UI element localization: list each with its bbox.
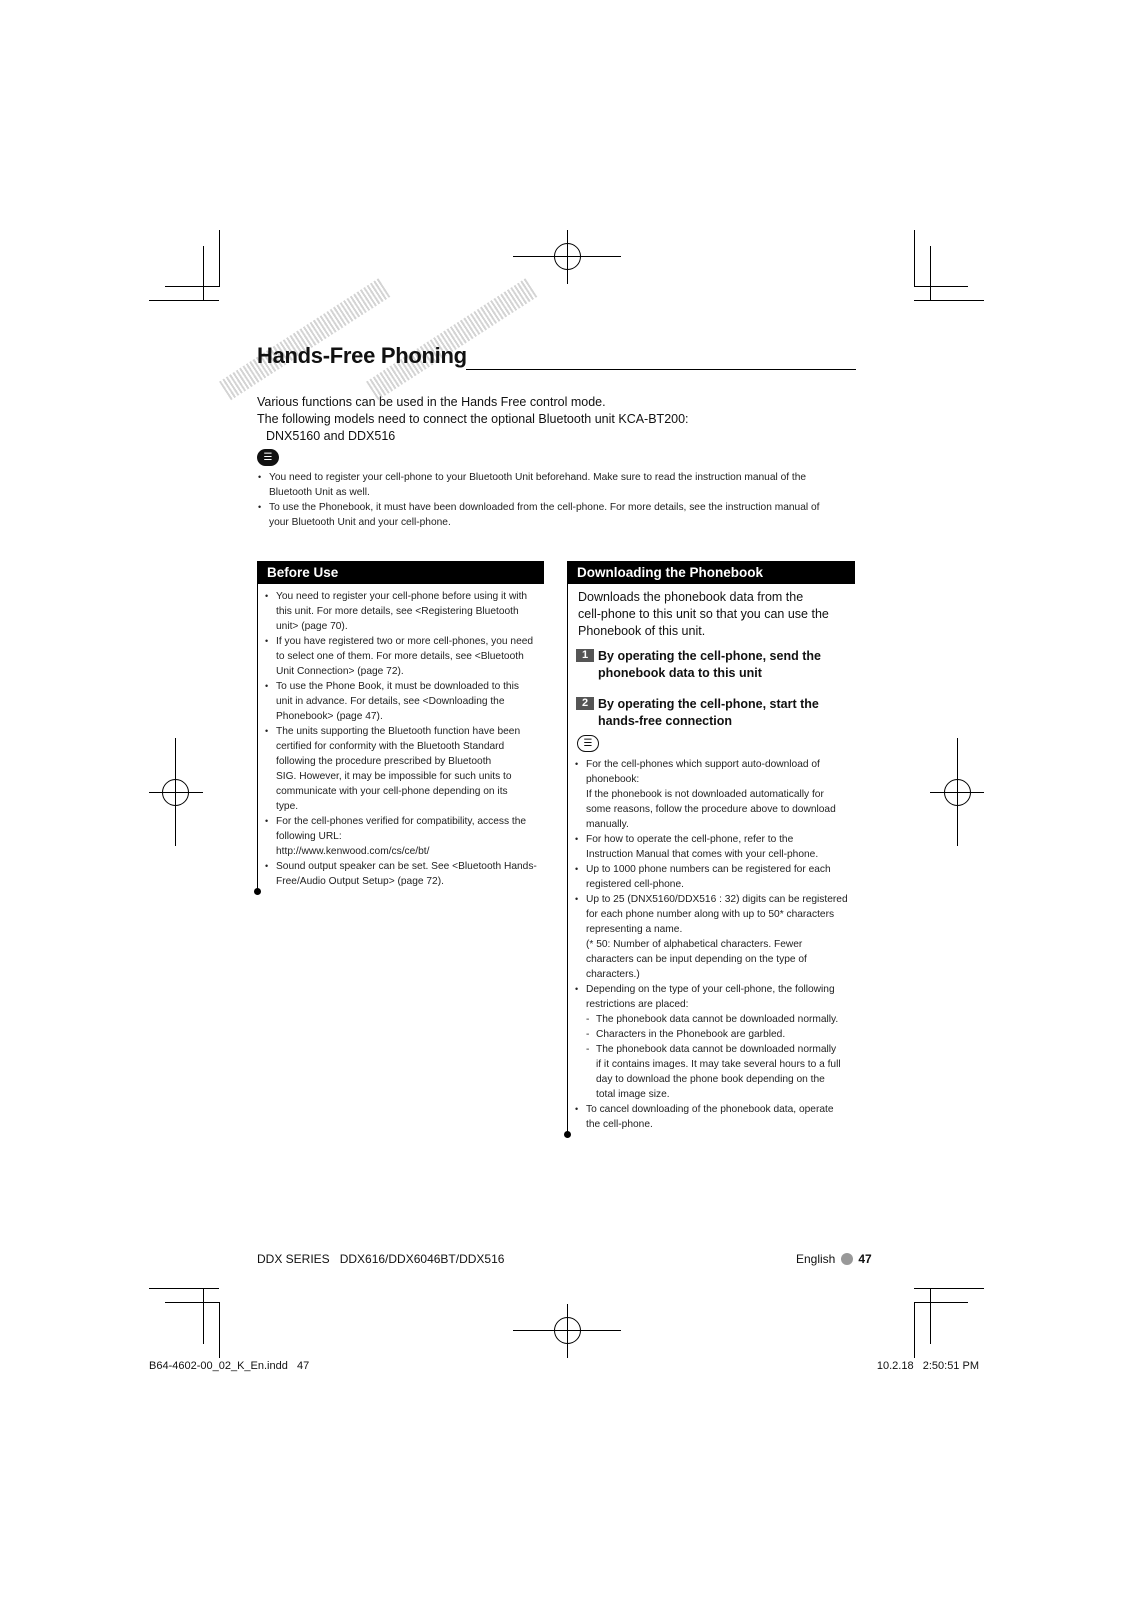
list-item: • If you have registered two or more cell-phones, you need to select one of them. For more details, see <Bluetooth Unit Connection> (page 72). [264, 634, 546, 679]
footer-series: DDX SERIES DDX616/DDX6046BT/DDX516 [257, 1252, 505, 1266]
note-icon: ☰ [577, 735, 599, 752]
downloading-notes [574, 757, 864, 1132]
step-number: 2 [576, 697, 594, 710]
list-item: • To cancel downloading of the phonebook data, operate the cell-phone. [574, 1102, 864, 1132]
list-item: • You need to register your cell-phone before using it with this unit. For more details, see <Registering Bluetooth unit> (page 70). [264, 589, 546, 634]
before-use-list [264, 589, 546, 889]
list-item: • To use the Phone Book, it must be downloaded to this unit in advance. For details, see <Downloading the Phonebook> (page 47). [264, 679, 546, 724]
title-rule [466, 369, 856, 370]
column-rule [567, 584, 568, 1133]
list-item: • For the cell-phones which support auto-download of phonebook: If the phonebook is not downloaded automatically for some reasons, follow the procedure above to download manually. [574, 757, 864, 832]
intro-line: DNX5160 and DDX516 [266, 429, 396, 443]
step-number: 1 [576, 649, 594, 662]
top-notes [257, 470, 857, 530]
intro-text [257, 394, 857, 445]
slug-timestamp: 10.2.18 2:50:51 PM [876, 1360, 979, 1372]
intro-line: The following models need to connect the optional Bluetooth unit KCA-BT200: [257, 412, 689, 426]
downloading-lead: Downloads the phonebook data from the cell-phone to this unit so that you can use the Phonebook of this unit. [578, 590, 829, 638]
sub-item: - The phonebook data cannot be downloaded normally. [574, 1012, 864, 1027]
list-item: • To use the Phonebook, it must have been downloaded from the cell-phone. For more details, see the instruction manual of your Bluetooth Unit and your cell-phone. [257, 500, 857, 530]
decorative-stripe [219, 278, 390, 400]
list-item: • Sound output speaker can be set. See <Bluetooth Hands- Free/Audio Output Setup> (page 72). [264, 859, 546, 889]
column-end-dot [564, 1131, 571, 1138]
sub-item: - The phonebook data cannot be downloaded normally if it contains images. It may take several hours to a full day to download the phone book depending on the total image size. [574, 1042, 864, 1102]
page-dot-icon [841, 1253, 853, 1265]
sub-item: - Characters in the Phonebook are garbled. [574, 1027, 864, 1042]
page-number: 47 [858, 1252, 872, 1266]
list-item: • You need to register your cell-phone to your Bluetooth Unit beforehand. Make sure to read the instruction manual of the Bluetooth Unit as well. [257, 470, 857, 500]
list-item: • The units supporting the Bluetooth function have been certified for conformity with the Bluetooth Standard following the procedure prescribed by Bluetooth SIG. However, it may be impossible for such units to communicate with your cell-phone depending on its type. [264, 724, 546, 814]
column-end-dot [254, 888, 261, 895]
page-title: Hands-Free Phoning [257, 343, 467, 368]
note-icon: ☰ [257, 449, 279, 466]
url-link[interactable]: http://www.kenwood.com/cs/ce/bt/ [276, 846, 430, 857]
downloading-heading: Downloading the Phonebook [567, 561, 855, 584]
step-1: 1 By operating the cell-phone, send the phonebook data to this unit [576, 648, 866, 681]
list-item: • Depending on the type of your cell-phone, the following restrictions are placed: [574, 982, 864, 1012]
list-item: • Up to 25 (DNX5160/DDX516 : 32) digits can be registered for each phone number along with up to 50* characters representing a name. (* 50: Number of alphabetical characters. Fewer characters can be input depending on the type of characters.) [574, 892, 864, 982]
footer-language: English [796, 1252, 836, 1266]
column-rule [257, 584, 258, 890]
step-2: 2 By operating the cell-phone, start the hands-free connection [576, 696, 866, 729]
before-use-heading: Before Use [257, 561, 544, 584]
decorative-stripe [366, 278, 537, 400]
list-item: • Up to 1000 phone numbers can be registered for each registered cell-phone. [574, 862, 864, 892]
intro-line: Various functions can be used in the Hands Free control mode. [257, 395, 606, 409]
slug-file: B64-4602-00_02_K_En.indd 47 [149, 1360, 310, 1372]
list-item: • For the cell-phones verified for compatibility, access the following URL: http://www.kenwood.com/cs/ce/bt/ [264, 814, 546, 859]
footer-page-info [796, 1252, 872, 1266]
list-item: • For how to operate the cell-phone, refer to the Instruction Manual that comes with your cell-phone. [574, 832, 864, 862]
